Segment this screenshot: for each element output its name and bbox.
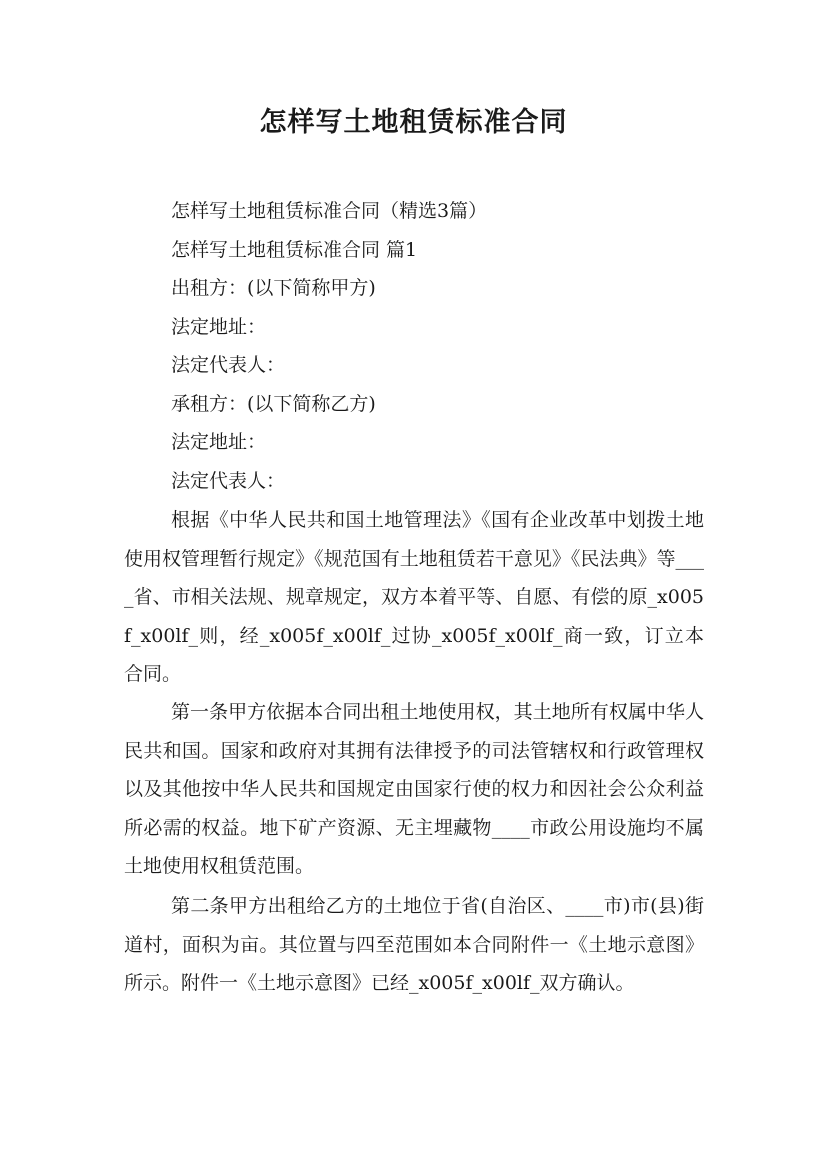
subtitle-selection: 怎样写土地租赁标准合同（精选3篇） xyxy=(171,200,488,222)
lessor-representative-line: 法定代表人： xyxy=(171,354,286,376)
lessee-representative-line: 法定代表人： xyxy=(171,470,286,492)
section-heading: 怎样写土地租赁标准合同 篇1 xyxy=(171,239,418,261)
lessor-line: 出租方：(以下简称甲方) xyxy=(171,277,376,299)
lessee-line: 承租方：(以下简称乙方) xyxy=(171,393,376,415)
preamble-paragraph: 根据《中华人民共和国土地管理法》《国有企业改革中划拨土地使用权管理暂行规定》《规范国有土地租赁若干意见》《民法典》等____省、市相关法规、规章规定，双方本着平等、自愿、有偿的原_x005f_x00lf_则，经_x005f_x00lf_过协_x005f_x00lf_商一致，订立本合同。 xyxy=(124,509,704,685)
lessee-address-line: 法定地址： xyxy=(171,431,267,453)
lessor-address-line: 法定地址： xyxy=(171,316,267,338)
document-title: 怎样写土地租赁标准合同 xyxy=(259,107,568,138)
article-two-paragraph: 第二条甲方出租给乙方的土地位于省(自治区、____市)市(县)街道村，面积为亩。其位置与四至范围如本合同附件一《土地示意图》所示。附件一《土地示意图》已经_x005f_x00lf_双方确认。 xyxy=(124,895,704,994)
article-one-paragraph: 第一条甲方依据本合同出租土地使用权，其土地所有权属中华人民共和国。国家和政府对其拥有法律授予的司法管辖权和行政管理权以及其他按中华人民共和国规定由国家行使的权力和因社会公众利益所必需的权益。地下矿产资源、无主埋藏物____市政公用设施均不属土地使用权租赁范围。 xyxy=(124,701,704,877)
